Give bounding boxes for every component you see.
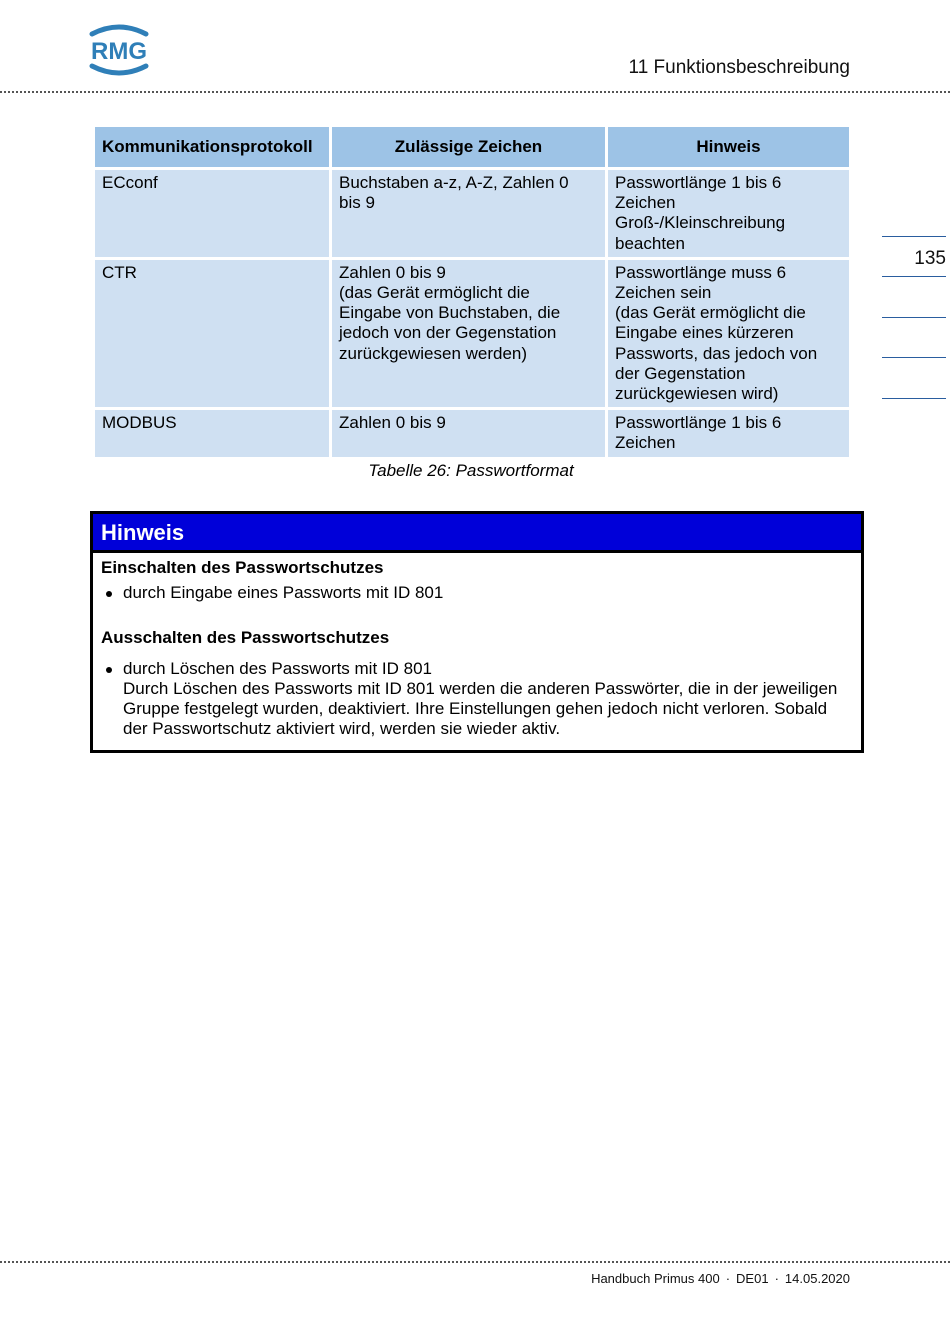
side-mark	[882, 236, 946, 237]
footer-manual: Handbuch Primus 400	[591, 1271, 720, 1286]
column-header-hint: Hinweis	[608, 127, 849, 167]
page-number: 135	[914, 248, 946, 269]
note-title: Hinweis	[93, 514, 861, 553]
note-section-title: Ausschalten des Passwortschutzes	[101, 628, 390, 648]
cell-protocol: ECconf	[95, 170, 329, 257]
footer: Handbuch Primus 400 · DE01 · 14.05.2020	[591, 1271, 850, 1286]
footer-lang: DE01	[736, 1271, 769, 1286]
note-section-title: Einschalten des Passwortschutzes	[101, 558, 384, 577]
table-row	[95, 410, 849, 456]
rmg-logo	[86, 22, 152, 78]
cell-allowed: Zahlen 0 bis 9 (das Gerät ermöglicht die Eingabe von Buchstaben, die jedoch von der Gegenstation zurückgewiesen werden)	[332, 260, 605, 407]
header-divider	[0, 91, 950, 93]
password-format-table	[92, 124, 852, 460]
note-list	[101, 583, 853, 603]
note-body	[93, 553, 861, 739]
list-item: durch Eingabe eines Passworts mit ID 801	[101, 583, 853, 603]
list-item: durch Löschen des Passworts mit ID 801 Durch Löschen des Passworts mit ID 801 werden die anderen Passwörter, die in der jeweiligen Gruppe festgelegt wurden, deaktiviert. Ihre Einstellungen gehen jedoch nicht verloren. Sobald der Passwortschutz aktiviert wird, werden sie wieder aktiv.	[101, 659, 853, 740]
cell-allowed: Zahlen 0 bis 9	[332, 410, 605, 456]
cell-hint: Passwortlänge 1 bis 6 Zeichen	[608, 410, 849, 456]
footer-date: 14.05.2020	[784, 1271, 850, 1286]
cell-protocol: MODBUS	[95, 410, 329, 456]
note-box	[90, 511, 864, 753]
table-caption: Tabelle 26: Passwortformat	[368, 461, 574, 480]
table-row	[95, 170, 849, 257]
cell-hint: Passwortlänge muss 6 Zeichen sein (das Gerät ermöglicht die Eingabe eines kürzeren Passworts, das jedoch von der Gegenstation zurückgewiesen wird)	[608, 260, 849, 407]
table-row	[95, 260, 849, 407]
side-mark	[882, 317, 946, 318]
chapter-title: 11 Funktionsbeschreibung	[628, 57, 850, 78]
note-list	[101, 659, 853, 740]
side-mark	[882, 276, 946, 277]
table-header-row	[95, 127, 849, 167]
cell-allowed: Buchstaben a-z, A-Z, Zahlen 0 bis 9	[332, 170, 605, 257]
column-header-allowed: Zulässige Zeichen	[332, 127, 605, 167]
column-header-protocol: Kommunikationsprotokoll	[95, 127, 329, 167]
footer-divider	[0, 1261, 950, 1263]
logo-text: RMG	[91, 38, 147, 65]
cell-hint: Passwortlänge 1 bis 6 Zeichen Groß-/Kleinschreibung beachten	[608, 170, 849, 257]
side-mark	[882, 357, 946, 358]
cell-protocol: CTR	[95, 260, 329, 407]
side-mark	[882, 398, 946, 399]
